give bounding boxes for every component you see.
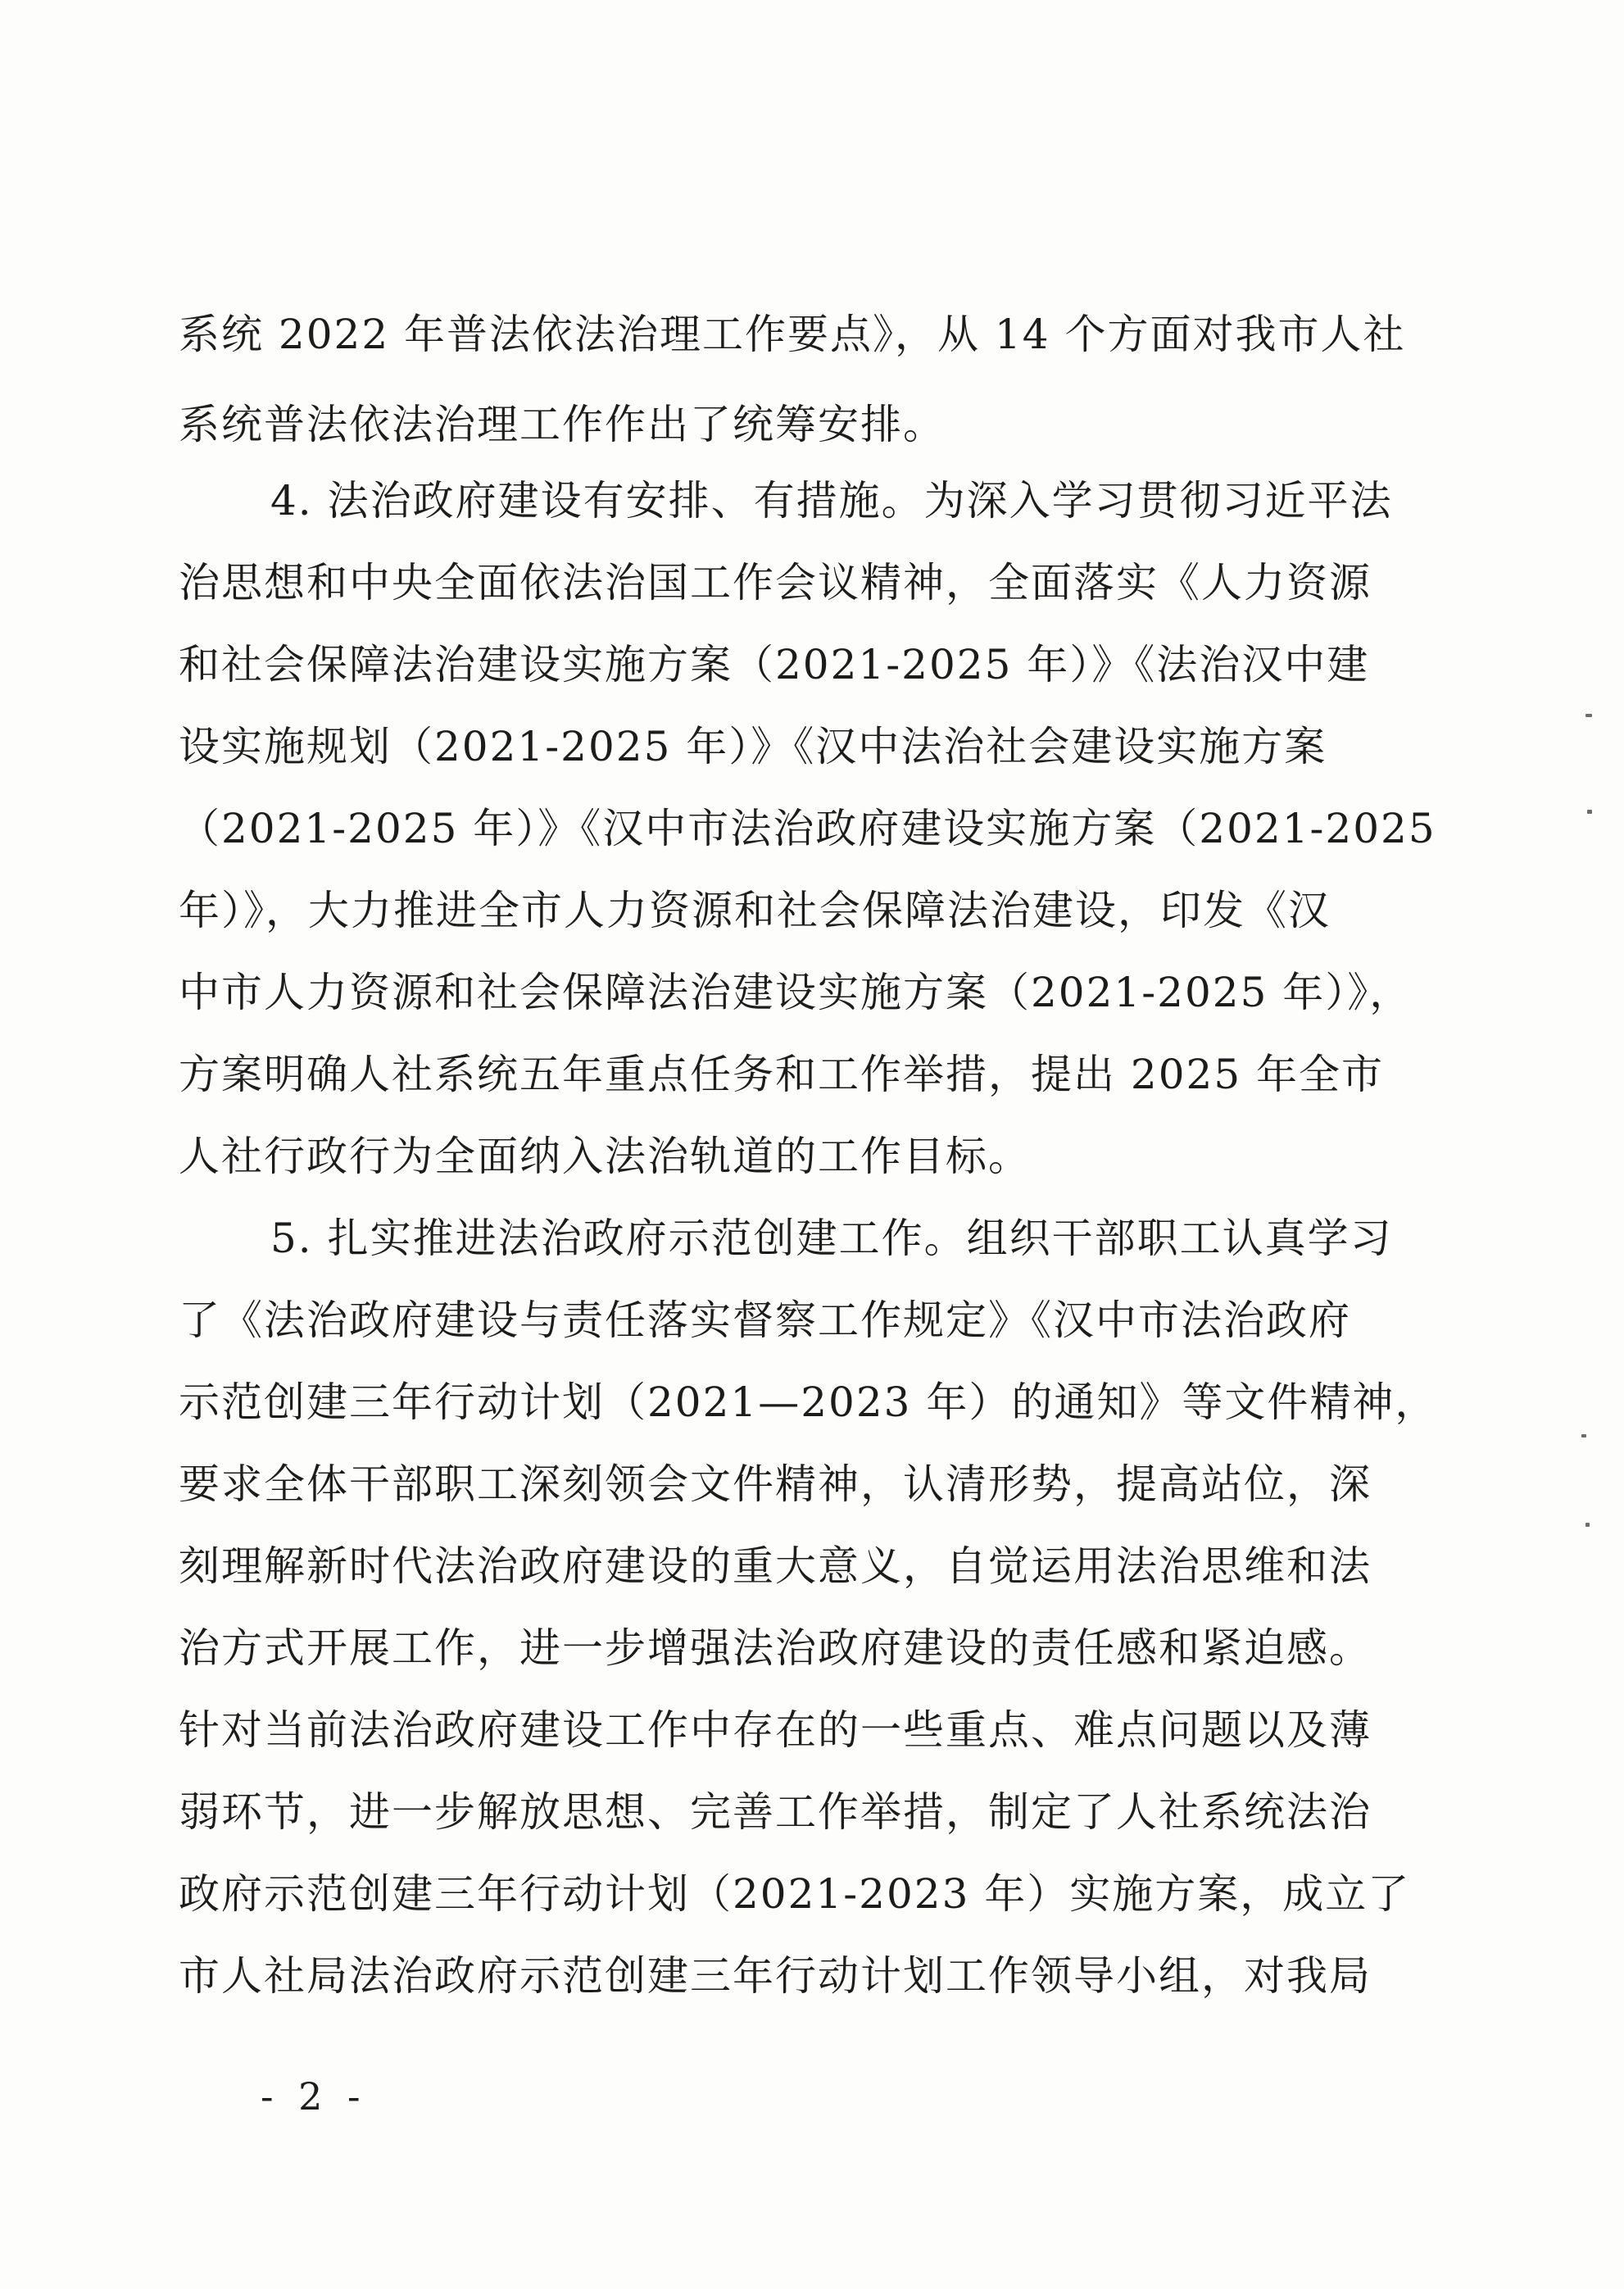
text-line-9: 中市人力资源和社会保障法治建设实施方案（2021-2025 年）》， [179,969,1413,1016]
text-line-19: 弱环节，进一步解放思想、完善工作举措，制定了人社系统法治 [179,1788,1372,1836]
text-line-1: 系统 2022 年普法依法治理工作要点》，从 14 个方面对我市人社 [179,311,1406,358]
text-line-17: 治方式开展工作，进一步增强法治政府建设的责任感和紧迫感。 [179,1624,1372,1672]
text-line-16: 刻理解新时代法治政府建设的重大意义，自觉运用法治思维和法 [179,1542,1372,1590]
text-line-4: 治思想和中央全面依法治国工作会议精神，全面落实《人力资源 [179,559,1372,606]
text-line-13: 了《法治政府建设与责任落实督察工作规定》《汉中市法治政府 [179,1297,1351,1344]
scan-speck [1585,1523,1590,1527]
text-line-3: 4. 法治政府建设有安排、有措施。为深入学习贯彻习近平法 [270,477,1393,525]
text-line-7: （2021-2025 年）》《汉中市法治政府建设实施方案（2021-2025 [179,805,1436,852]
text-line-15: 要求全体干部职工深刻领会文件精神，认清形势，提高站位，深 [179,1460,1372,1508]
text-line-12: 5. 扎实推进法治政府示范创建工作。组织干部职工认真学习 [270,1215,1393,1262]
text-line-11: 人社行政行为全面纳入法治轨道的工作目标。 [179,1133,1031,1180]
scan-speck [1587,810,1592,814]
scan-speck [1585,714,1592,717]
text-line-14: 示范创建三年行动计划（2021—2023 年）的通知》等文件精神， [179,1378,1438,1426]
scan-speck [1581,1434,1586,1437]
text-line-8: 年）》，大力推进全市人力资源和社会保障法治建设，印发《汉 [179,887,1331,934]
page-number: - 2 - [261,2074,367,2119]
text-line-5: 和社会保障法治建设实施方案（2021-2025 年）》《法治汉中建 [179,641,1370,688]
text-line-2: 系统普法依法治理工作作出了统筹安排。 [179,401,946,448]
text-line-6: 设实施规划（2021-2025 年）》《汉中法治社会建设实施方案 [179,723,1327,770]
text-line-20: 政府示范创建三年行动计划（2021-2023 年）实施方案，成立了 [179,1870,1411,1918]
text-line-21: 市人社局法治政府示范创建三年行动计划工作领导小组，对我局 [179,1952,1372,2000]
text-line-10: 方案明确人社系统五年重点任务和工作举措，提出 2025 年全市 [179,1051,1385,1098]
text-line-18: 针对当前法治政府建设工作中存在的一些重点、难点问题以及薄 [179,1706,1372,1754]
